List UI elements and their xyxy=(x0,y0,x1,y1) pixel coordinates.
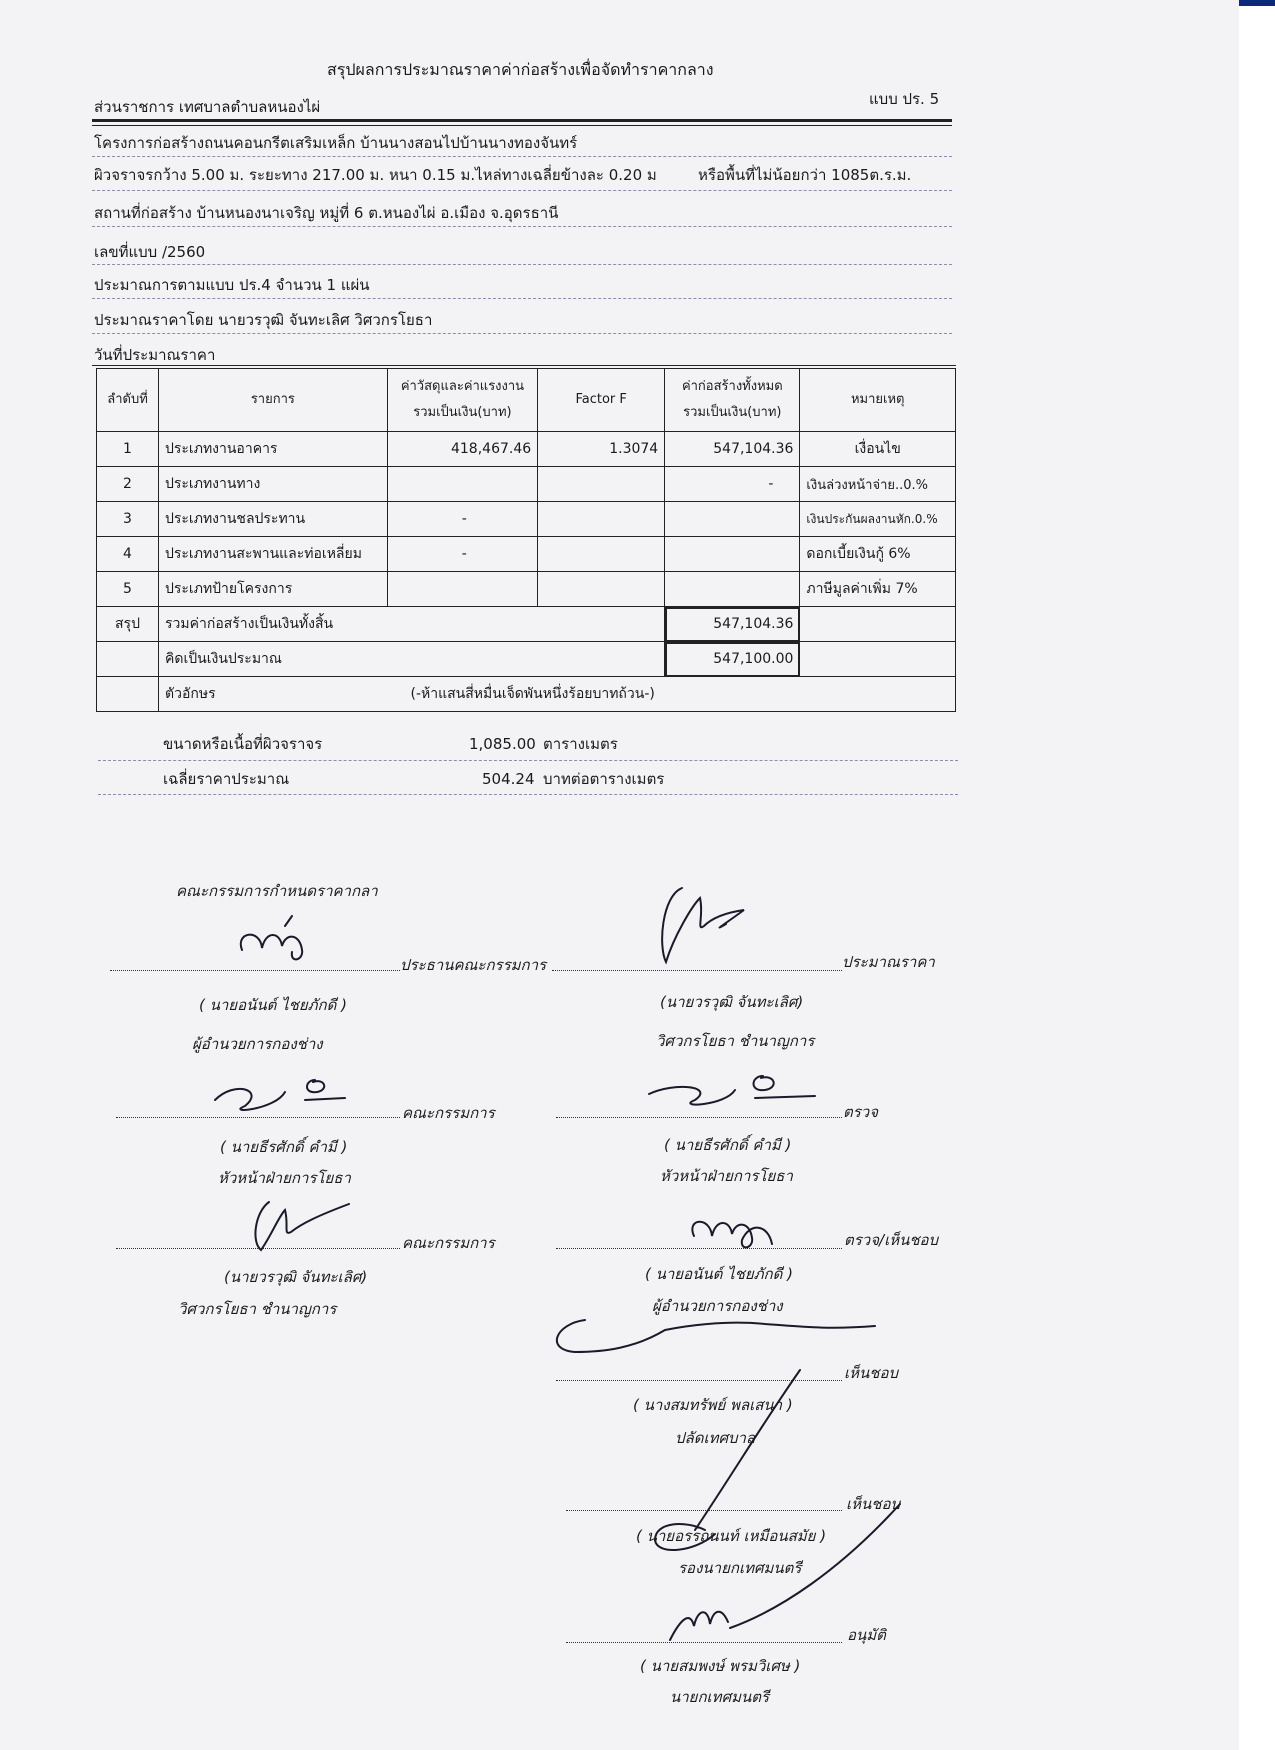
row-material xyxy=(387,467,537,502)
row-factor xyxy=(538,537,665,572)
header-total xyxy=(665,369,800,432)
left-name-3: (นายวรวุฒิ จันทะเลิศ) xyxy=(224,1268,368,1286)
right-role-6: อนุมัติ xyxy=(847,1626,886,1644)
left-name-1: ( นายอนันต์ ไชยภักดี ) xyxy=(199,996,347,1014)
page-edge-mark xyxy=(1239,0,1275,6)
avg-label: เฉลี่ยราคาประมาณ xyxy=(163,770,290,788)
header-note: หมายเหตุ xyxy=(800,369,956,432)
divider xyxy=(92,264,952,265)
header-no: ลำดับที่ xyxy=(97,369,159,432)
header-material-line2: รวมเป็นเงิน(บาท) xyxy=(413,405,512,420)
estimate-date: วันที่ประมาณราคา xyxy=(94,346,216,364)
left-position-1: ผู้อำนวยการกองช่าง xyxy=(192,1035,323,1053)
right-role-4: เห็นชอบ xyxy=(844,1364,898,1382)
page-edge xyxy=(1239,0,1275,1750)
table-row xyxy=(97,467,956,502)
table-row xyxy=(97,432,956,467)
signature-line xyxy=(556,1117,842,1118)
row-total: 547,104.36 xyxy=(665,432,800,467)
row-item: ประเภทงานสะพานและท่อเหลี่ยม xyxy=(159,537,388,572)
signature-committee-3 xyxy=(245,1196,355,1256)
row-factor xyxy=(538,502,665,537)
approx-no-empty xyxy=(97,642,159,677)
row-material xyxy=(387,572,537,607)
signature-director xyxy=(680,1208,790,1258)
header-material-line1: ค่าวัสดุและค่าแรงงาน xyxy=(400,379,525,394)
letters-amount: (-ห้าแสนสี่หมื่นเจ็ดพันหนึ่งร้อยบาทถ้วน-) xyxy=(410,686,655,702)
row-item: ประเภทงานทาง xyxy=(159,467,388,502)
row-total xyxy=(665,572,800,607)
signature-committee-2 xyxy=(205,1070,355,1120)
row-note: เงินล่วงหน้าจ่าย..0.% xyxy=(800,467,956,502)
row-no: 2 xyxy=(97,467,159,502)
row-note: เงื่อนไข xyxy=(800,432,956,467)
sum-total-value: 547,104.36 xyxy=(665,607,800,642)
estimator: ประมาณราคาโดย นายวรวุฒิ จันทะเลิศ วิศวกรโยธา xyxy=(94,311,433,329)
divider xyxy=(92,226,952,227)
summary-note-empty xyxy=(800,607,956,642)
letters-cell xyxy=(159,677,956,712)
signature-mayor xyxy=(670,1500,910,1650)
right-name-5: ( นายอรรถนนท์ เหมือนสมัย ) xyxy=(636,1527,827,1545)
left-role-2: คณะกรรมการ xyxy=(402,1104,495,1122)
summary-row xyxy=(97,607,956,642)
row-material: 418,467.46 xyxy=(387,432,537,467)
header-total-line1: ค่าก่อสร้างทั้งหมด xyxy=(681,379,783,394)
approx-label: คิดเป็นเงินประมาณ xyxy=(159,642,665,677)
left-role-3: คณะกรรมการ xyxy=(402,1234,495,1252)
row-no: 5 xyxy=(97,572,159,607)
estimate-by-form: ประมาณการตามแบบ ปร.4 จำนวน 1 แผ่น xyxy=(94,276,370,294)
row-total xyxy=(665,502,800,537)
left-position-3: วิศวกรโยธา ชำนาญการ xyxy=(178,1300,337,1318)
table-row xyxy=(97,502,956,537)
agency-label: ส่วนราชการ เทศบาลตำบลหนองไผ่ xyxy=(94,98,321,116)
design-number: เลขที่แบบ /2560 xyxy=(94,243,206,261)
right-name-3: ( นายอนันต์ ไชยภักดี ) xyxy=(645,1265,793,1283)
right-position-6: นายกเทศมนตรี xyxy=(670,1688,770,1706)
right-role-3: ตรวจ/เห็นชอบ xyxy=(844,1231,939,1249)
area-spec: หรือพื้นที่ไม่น้อยกว่า 1085ต.ร.ม. xyxy=(698,166,912,184)
sum-total-label: รวมค่าก่อสร้างเป็นเงินทั้งสิ้น xyxy=(159,607,665,642)
area-label: ขนาดหรือเนื้อที่ผิวจราจร xyxy=(163,735,323,753)
row-note: ภาษีมูลค่าเพิ่ม 7% xyxy=(800,572,956,607)
signature-line xyxy=(110,970,400,971)
signature-inspector xyxy=(645,1066,825,1116)
row-total xyxy=(665,537,800,572)
right-position-5: รองนายกเทศมนตรี xyxy=(678,1559,802,1577)
cost-summary-table xyxy=(96,368,956,712)
row-factor xyxy=(538,467,665,502)
left-name-2: ( นายธีรศักดิ์ คำมี ) xyxy=(220,1138,348,1156)
row-item: ประเภทงานชลประทาน xyxy=(159,502,388,537)
row-factor xyxy=(538,572,665,607)
table-top-rule xyxy=(92,365,956,366)
row-no: 1 xyxy=(97,432,159,467)
right-position-4: ปลัดเทศบาล xyxy=(675,1429,756,1447)
avg-value: 504.24 xyxy=(482,770,535,788)
header-factor: Factor F xyxy=(538,369,665,432)
right-position-1: วิศวกรโยธา ชำนาญการ xyxy=(656,1032,815,1050)
area-value: 1,085.00 xyxy=(469,735,536,753)
row-note: ดอกเบี้ยเงินกู้ 6% xyxy=(800,537,956,572)
divider xyxy=(92,156,952,157)
signature-line xyxy=(552,970,842,971)
letters-row xyxy=(97,677,956,712)
header-total-line2: รวมเป็นเงิน(บาท) xyxy=(683,405,782,420)
project-name: โครงการก่อสร้างถนนคอนกรีตเสริมเหล็ก บ้านนางสอนไปบ้านนางทองจันทร์ xyxy=(94,134,578,152)
table-header-row xyxy=(97,369,956,432)
right-name-2: ( นายธีรศักดิ์ คำมี ) xyxy=(664,1136,792,1154)
header-rule-thin xyxy=(92,125,952,126)
right-role-1: ประมาณราคา xyxy=(842,953,935,971)
approx-value: 547,100.00 xyxy=(665,642,800,677)
row-note: เงินประกันผลงานหัก.0.% xyxy=(800,502,956,537)
row-factor: 1.3074 xyxy=(538,432,665,467)
divider xyxy=(92,333,952,334)
document-title: สรุปผลการประมาณราคาค่าก่อสร้างเพื่อจัดทำราคากลาง xyxy=(327,60,714,79)
right-role-5: เห็นชอบ xyxy=(846,1495,900,1513)
row-item: ประเภทงานอาคาร xyxy=(159,432,388,467)
divider xyxy=(98,760,958,761)
left-position-2: หัวหน้าฝ่ายการโยธา xyxy=(218,1169,351,1187)
divider xyxy=(92,298,952,299)
signature-chairman xyxy=(230,920,320,970)
header-material xyxy=(387,369,537,432)
area-unit: ตารางเมตร xyxy=(543,735,618,753)
surface-spec: ผิวจราจรกว้าง 5.00 ม. ระยะทาง 217.00 ม. หนา 0.15 ม.ไหล่ทางเฉลี่ยข้างละ 0.20 ม xyxy=(94,166,657,184)
row-no: 3 xyxy=(97,502,159,537)
right-name-4: ( นางสมทรัพย์ พลเสนา ) xyxy=(633,1396,793,1414)
construction-location: สถานที่ก่อสร้าง บ้านหนองนาเจริญ หมู่ที่ 6 ต.หนองไผ่ อ.เมือง จ.อุดรธานี xyxy=(94,204,559,222)
divider xyxy=(92,190,952,191)
right-name-6: ( นายสมพงษ์ พรมวิเศษ ) xyxy=(640,1657,801,1675)
right-position-3: ผู้อำนวยการกองช่าง xyxy=(652,1297,783,1315)
table-row xyxy=(97,572,956,607)
form-code: แบบ ปร. 5 xyxy=(869,90,940,108)
row-total: - xyxy=(665,467,800,502)
avg-unit: บาทต่อตารางเมตร xyxy=(543,770,665,788)
row-no: 4 xyxy=(97,537,159,572)
divider xyxy=(98,794,958,795)
right-position-2: หัวหน้าฝ่ายการโยธา xyxy=(660,1167,793,1185)
right-role-2: ตรวจ xyxy=(843,1103,879,1121)
approx-note-empty xyxy=(800,642,956,677)
letters-label: ตัวอักษร xyxy=(165,686,216,702)
committee-heading: คณะกรรมการกำหนดราคากลา xyxy=(176,882,378,900)
header-rule-thick xyxy=(92,119,952,122)
approx-row xyxy=(97,642,956,677)
letters-no-empty xyxy=(97,677,159,712)
row-material: - xyxy=(387,537,537,572)
table-row xyxy=(97,537,956,572)
signature-estimator xyxy=(652,876,782,966)
header-item: รายการ xyxy=(159,369,388,432)
row-item: ประเภทป้ายโครงการ xyxy=(159,572,388,607)
row-material: - xyxy=(387,502,537,537)
right-name-1: (นายวรวุฒิ จันทะเลิศ) xyxy=(660,993,804,1011)
summary-label: สรุป xyxy=(97,607,159,642)
left-role-1: ประธานคณะกรรมการ xyxy=(400,956,547,974)
